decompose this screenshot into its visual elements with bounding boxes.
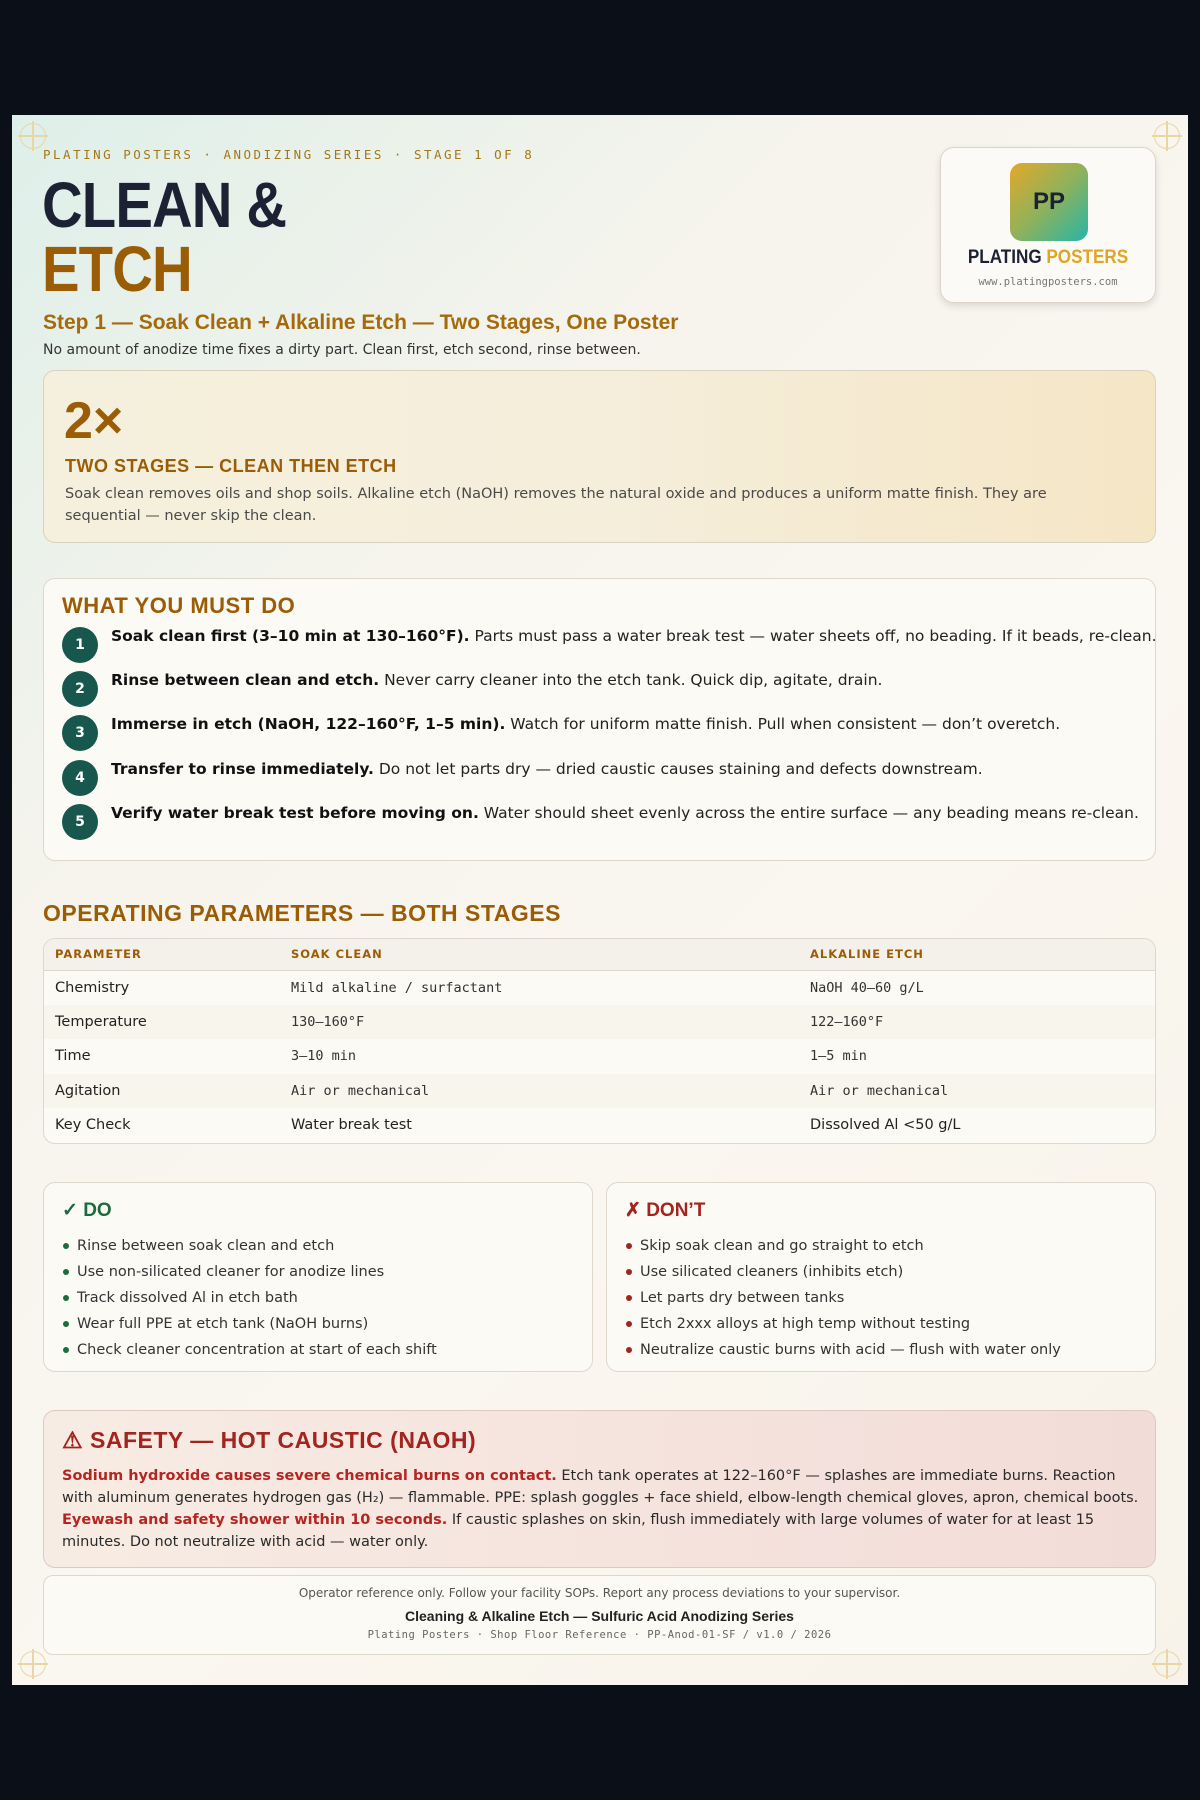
step-item bbox=[62, 760, 1142, 800]
table-header-row bbox=[44, 939, 1155, 970]
list-item: Skip soak clean and go straight to etch bbox=[626, 1233, 1061, 1259]
step-detail: Never carry cleaner into the etch tank. Quick dip, agitate, drain. bbox=[379, 671, 883, 689]
column-header: PARAMETER bbox=[44, 939, 280, 970]
series-kicker: PLATING POSTERS · ANODIZING SERIES · STAGE 1 OF 8 bbox=[43, 147, 535, 162]
do-heading: ✓ DO bbox=[62, 1200, 112, 1221]
list-item: Track dissolved Al in etch bath bbox=[63, 1285, 437, 1311]
step-bold: Verify water break test before moving on. bbox=[111, 804, 479, 822]
safety-card bbox=[43, 1410, 1156, 1568]
crosshair-bottom-right-icon bbox=[1154, 1651, 1180, 1677]
crosshair-top-left-icon bbox=[20, 123, 46, 149]
step-text bbox=[111, 671, 882, 689]
table-cell: Time bbox=[55, 1048, 91, 1065]
step-text bbox=[111, 804, 1139, 822]
page-title bbox=[42, 169, 287, 305]
safety-body bbox=[62, 1465, 1142, 1553]
params-table bbox=[44, 939, 1155, 1143]
table-cell: Temperature bbox=[44, 1005, 280, 1040]
list-item: Check cleaner concentration at start of each shift bbox=[63, 1337, 437, 1363]
step-text bbox=[111, 627, 1157, 645]
table-cell: 1–5 min bbox=[810, 1048, 867, 1065]
step-text bbox=[111, 760, 983, 778]
table-row bbox=[44, 1074, 1155, 1109]
params-table-card bbox=[43, 938, 1156, 1144]
safety-text-1: Etch tank operates at 122–160°F — splashes are immediate burns. Reaction with aluminum generates hydrogen gas (H₂) — flammable. PPE: splash goggles + face shield, elbow-length chemical gloves, apron, chemical boots. bbox=[62, 1468, 1139, 1506]
brand-name bbox=[952, 247, 1145, 269]
title-line-1: CLEAN & bbox=[42, 169, 287, 241]
list-item: Use silicated cleaners (inhibits etch) bbox=[626, 1259, 1061, 1285]
footer-disclaimer: Operator reference only. Follow your facility SOPs. Report any process deviations to your supervisor. bbox=[298, 1586, 901, 1600]
step-number-badge: 2 bbox=[62, 671, 98, 707]
list-item: Rinse between soak clean and etch bbox=[63, 1233, 437, 1259]
brand-name-part1: PLATING bbox=[967, 247, 1047, 268]
step-bold: Immerse in etch (NaOH, 122–160°F, 1–5 min). bbox=[111, 715, 506, 733]
safety-text-2: If caustic splashes on skin, flush immediately with large volumes of water for at least 15 minutes. Do not neutralize with acid — water only. bbox=[62, 1512, 1095, 1550]
params-heading: OPERATING PARAMETERS — BOTH STAGES bbox=[43, 900, 561, 926]
table-cell: Air or mechanical bbox=[799, 1074, 1155, 1109]
steps-card bbox=[43, 578, 1156, 861]
list-item: Wear full PPE at etch tank (NaOH burns) bbox=[63, 1311, 437, 1337]
footer-series-title: Cleaning & Alkaline Etch — Sulfuric Acid Anodizing Series bbox=[405, 1608, 794, 1624]
crosshair-top-right-icon bbox=[1154, 123, 1180, 149]
brand-name-part2: POSTERS bbox=[1046, 247, 1129, 268]
two-stages-callout bbox=[43, 370, 1156, 543]
steps-heading: WHAT YOU MUST DO bbox=[62, 593, 296, 618]
dont-list bbox=[626, 1233, 1061, 1363]
list-item: Etch 2xxx alloys at high temp without testing bbox=[626, 1311, 1061, 1337]
step-item bbox=[62, 804, 1142, 844]
step-bold: Rinse between clean and etch. bbox=[111, 671, 380, 689]
list-item: Use non-silicated cleaner for anodize lines bbox=[63, 1259, 437, 1285]
dont-card bbox=[606, 1182, 1156, 1372]
table-cell: NaOH 40–60 g/L bbox=[810, 979, 924, 996]
step-item bbox=[62, 671, 1142, 711]
callout-heading: TWO STAGES — CLEAN THEN ETCH bbox=[65, 456, 397, 476]
footer bbox=[43, 1575, 1156, 1655]
list-item: Let parts dry between tanks bbox=[626, 1285, 1061, 1311]
page-lede: No amount of anodize time fixes a dirty part. Clean first, etch second, rinse between. bbox=[43, 342, 641, 358]
table-row bbox=[44, 970, 1155, 1005]
safety-heading: ⚠ SAFETY — HOT CAUSTIC (NAOH) bbox=[62, 1427, 477, 1453]
column-header: SOAK CLEAN bbox=[280, 939, 799, 970]
step-number-badge: 1 bbox=[62, 627, 98, 663]
logo-card bbox=[940, 147, 1156, 303]
table-cell: Chemistry bbox=[55, 979, 130, 996]
step-detail: Watch for uniform matte finish. Pull when consistent — don’t overetch. bbox=[505, 715, 1061, 733]
page-subtitle: Step 1 — Soak Clean + Alkaline Etch — Two Stages, One Poster bbox=[43, 311, 679, 334]
callout-body: Soak clean removes oils and shop soils. Alkaline etch (NaOH) removes the natural oxide and produces a uniform matte finish. They are sequential — never skip the clean. bbox=[65, 486, 1047, 524]
table-cell: Key Check bbox=[55, 1117, 131, 1134]
step-text bbox=[111, 715, 1060, 733]
table-cell: Air or mechanical bbox=[280, 1074, 799, 1109]
step-number-badge: 5 bbox=[62, 804, 98, 840]
table-row bbox=[44, 1108, 1155, 1143]
brand-logo-icon: PP bbox=[1010, 163, 1088, 241]
brand-url: www.platingposters.com bbox=[978, 276, 1118, 288]
poster bbox=[12, 115, 1188, 1685]
table-cell: 3–10 min bbox=[291, 1048, 357, 1065]
step-number-badge: 3 bbox=[62, 715, 98, 751]
callout-big-number: 2× bbox=[64, 392, 124, 450]
step-item bbox=[62, 627, 1157, 667]
step-bold: Transfer to rinse immediately. bbox=[111, 760, 374, 778]
step-number-badge: 4 bbox=[62, 760, 98, 796]
dont-heading: ✗ DON’T bbox=[625, 1200, 706, 1221]
table-row bbox=[44, 1005, 1155, 1040]
table-cell: Agitation bbox=[44, 1074, 280, 1109]
table-row bbox=[44, 1039, 1155, 1074]
table-cell: 122–160°F bbox=[799, 1005, 1155, 1040]
step-detail: Do not let parts dry — dried caustic causes staining and defects downstream. bbox=[373, 760, 983, 778]
step-item bbox=[62, 715, 1142, 755]
step-detail: Parts must pass a water break test — water sheets off, no beading. If it beads, re-clean. bbox=[469, 627, 1157, 645]
table-cell: Dissolved Al <50 g/L bbox=[810, 1117, 961, 1134]
safety-warning-2: Eyewash and safety shower within 10 seconds. bbox=[62, 1512, 448, 1528]
safety-warning-1: Sodium hydroxide causes severe chemical burns on contact. bbox=[62, 1468, 557, 1484]
table-cell: 130–160°F bbox=[280, 1005, 799, 1040]
table-cell: Mild alkaline / surfactant bbox=[291, 979, 503, 996]
crosshair-bottom-left-icon bbox=[20, 1651, 46, 1677]
list-item: Neutralize caustic burns with acid — flush with water only bbox=[626, 1337, 1061, 1363]
step-bold: Soak clean first (3–10 min at 130–160°F). bbox=[111, 627, 470, 645]
do-list bbox=[63, 1233, 437, 1363]
do-card bbox=[43, 1182, 593, 1372]
title-line-2: ETCH bbox=[42, 233, 192, 305]
column-header: ALKALINE ETCH bbox=[799, 939, 1155, 970]
table-cell: Water break test bbox=[291, 1117, 412, 1134]
step-detail: Water should sheet evenly across the entire surface — any beading means re-clean. bbox=[478, 804, 1139, 822]
footer-doc-id: Plating Posters · Shop Floor Reference · PP-Anod-01-SF / v1.0 / 2026 bbox=[367, 1629, 832, 1641]
